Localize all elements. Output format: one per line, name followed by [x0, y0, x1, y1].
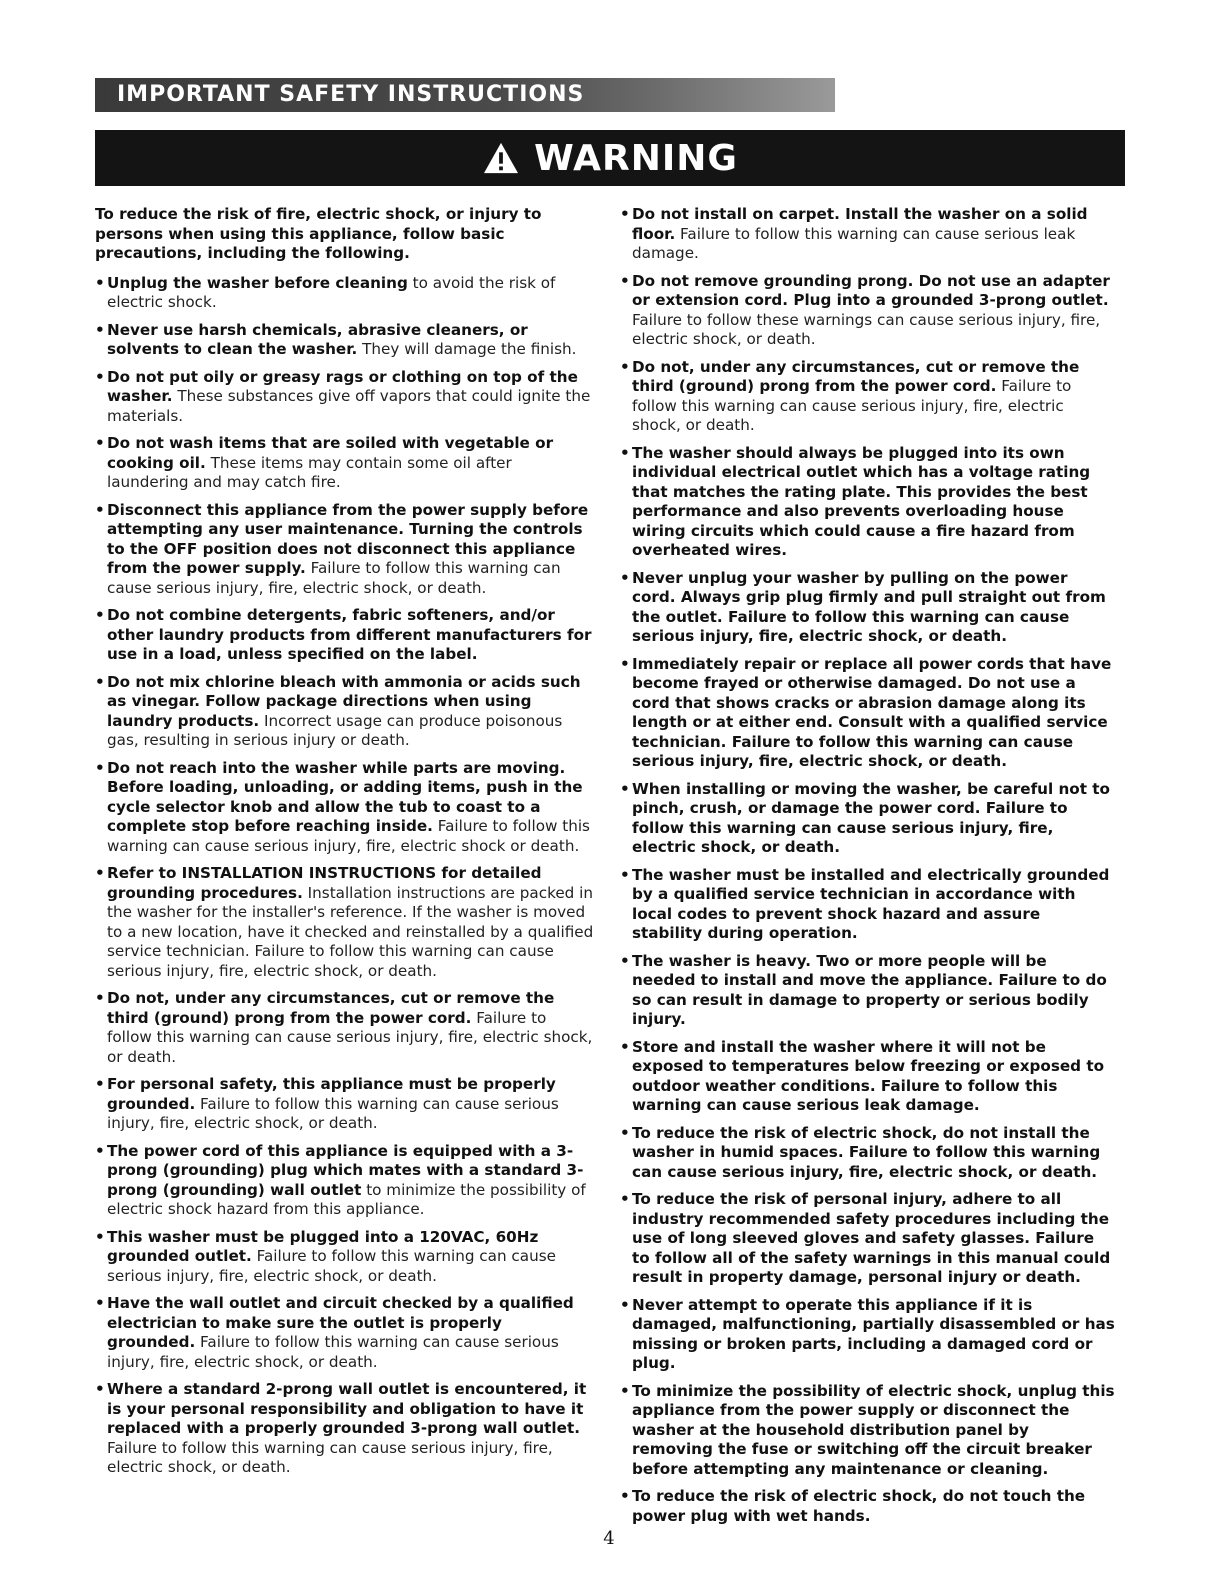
warning-item [95, 673, 595, 751]
warning-item [95, 1142, 595, 1220]
warning-item-bold: Do not remove grounding prong. Do not use an adapter or extension cord. Plug into a grounded 3-prong outlet. [632, 271, 1110, 309]
bullet-icon: • [95, 606, 105, 624]
bullet-icon: • [620, 443, 630, 462]
warning-item [95, 1294, 595, 1372]
warning-item [620, 1382, 1115, 1480]
warning-item-bold: Do not, under any circumstances, cut or remove the third (ground) prong from the power cord. [107, 989, 555, 1027]
warning-item [620, 569, 1115, 647]
bullet-icon: • [620, 951, 630, 970]
bullet-icon: • [620, 271, 630, 290]
bullet-icon: • [620, 1037, 630, 1056]
warning-item-bold: Do not, under any circumstances, cut or remove the third (ground) prong from the power cord. [632, 357, 1080, 395]
warning-item-bold: The washer is heavy. Two or more people will be needed to install and move the appliance. Failure to do so can result in damage to property or serious bodily injury. [632, 951, 1107, 1028]
warning-item [620, 444, 1115, 561]
warning-item [620, 205, 1115, 264]
warning-item [620, 358, 1115, 436]
warning-item-text: These substances give off vapors that could ignite the materials. [107, 387, 591, 425]
warning-item-bold: For personal safety, this appliance must be properly grounded. [107, 1075, 556, 1113]
warning-bar [95, 130, 1125, 186]
bullet-icon: • [95, 989, 105, 1007]
bullet-icon: • [620, 1381, 630, 1400]
bullet-icon: • [95, 1141, 105, 1160]
warning-item-text: to minimize the possibility of electric shock hazard from this appliance. [107, 1180, 586, 1218]
warning-item [620, 1487, 1115, 1526]
warning-item [620, 655, 1115, 772]
warning-triangle-icon [482, 141, 520, 175]
warning-item-bold: Do not put oily or greasy rags or clothing on top of the washer. [107, 367, 578, 405]
warning-item-bold: The power cord of this appliance is equipped with a 3-prong (grounding) plug which mates with a standard 3-prong (grounding) wall outlet [107, 1141, 584, 1199]
bullet-icon: • [620, 1190, 630, 1208]
warning-item-bold: Unplug the washer before cleaning [107, 273, 408, 292]
bullet-icon: • [95, 672, 105, 691]
warning-item-text: Failure to follow this warning can cause serious injury, fire, electric shock, or death. [107, 559, 561, 597]
warning-item [620, 1190, 1115, 1288]
warning-item-text: Failure to follow this warning can cause serious injury, fire, electric shock, or death. [632, 377, 1072, 434]
bullet-icon: • [620, 779, 630, 798]
warning-item-text: These items may contain some oil after laundering and may catch fire. [107, 453, 512, 491]
warning-item-bold: To minimize the possibility of electric shock, unplug this appliance from the power supply or disconnect the washer at the household distribution panel by removing the fuse or switching off the circuit breaker before attempting any maintenance or cleaning. [632, 1381, 1115, 1478]
warning-item-bold: Do not wash items that are soiled with vegetable or cooking oil. [107, 434, 554, 472]
intro-paragraph: To reduce the risk of fire, electric shock, or injury to persons when using this appliance, follow basic precautions, including the following. [95, 205, 542, 262]
warning-item-text: Failure to follow this warning can cause serious injury, fire, electric shock, or death. [107, 1438, 553, 1476]
bullet-icon: • [620, 865, 630, 884]
warning-item [95, 606, 595, 665]
warning-item-bold: Do not install on carpet. Install the washer on a solid floor. [632, 205, 1088, 243]
warning-item-text: Failure to follow this warning can cause serious injury, fire, electric shock, or death. [107, 1094, 559, 1132]
bullet-icon: • [620, 205, 630, 223]
warning-item-text: Failure to follow this warning can cause serious injury, fire, electric shock, or death. [107, 1333, 559, 1371]
warning-item [620, 780, 1115, 858]
warning-item [620, 1296, 1115, 1374]
bullet-icon: • [620, 1295, 630, 1314]
bullet-icon: • [95, 758, 105, 777]
warning-item-bold: Refer to INSTALLATION INSTRUCTIONS for detailed grounding procedures. [107, 864, 542, 902]
bullet-icon: • [95, 864, 105, 882]
warning-item-bold: Do not reach into the washer while parts are moving. Before loading, unloading, or adding items, push in the cycle selector knob and allow the tub to coast to a complete stop before reaching inside. [107, 758, 583, 835]
warning-item [95, 989, 595, 1067]
warning-item [95, 321, 595, 360]
warning-item [620, 952, 1115, 1030]
warning-item [620, 272, 1115, 350]
bullet-icon: • [620, 1123, 630, 1142]
bullet-icon: • [620, 357, 630, 376]
warning-item [95, 864, 595, 981]
section-title: IMPORTANT SAFETY INSTRUCTIONS [117, 82, 585, 107]
warning-item [620, 866, 1115, 944]
warning-item-text: Failure to follow this warning can cause serious leak damage. [632, 224, 1076, 262]
warning-item [95, 1228, 595, 1287]
bullet-icon: • [95, 1075, 105, 1093]
warning-item-bold: When installing or moving the washer, be careful not to pinch, crush, or damage the power cord. Failure to follow this warning can cause serious injury, fire, electric shock, or death. [632, 779, 1110, 856]
warning-item-bold: To reduce the risk of personal injury, adhere to all industry recommended safety procedures including the use of long sleeved gloves and safety glasses. Failure to follow all of the safety warnings in this manual could result in property damage, personal injury or death. [632, 1190, 1111, 1286]
warning-item-bold: Have the wall outlet and circuit checked by a qualified electrician to make sure the outlet is properly grounded. [107, 1294, 574, 1351]
warning-item-text: Failure to follow these warnings can cause serious injury, fire, electric shock, or death. [632, 310, 1101, 348]
warning-item-bold: Immediately repair or replace all power cords that have become frayed or otherwise damaged. Do not use a cord that shows cracks or abrasion damage along its length or at either end. Consult with a qualified service technician. Failure to follow this warning can cause serious injury, fire, electric shock, or death. [632, 654, 1112, 770]
warning-item [95, 368, 595, 427]
bullet-icon: • [95, 1227, 105, 1246]
warning-item-bold: The washer should always be plugged into its own individual electrical outlet which has a voltage rating that matches the rating plate. This provides the best performance and also prevents overloading house wiring circuits which could cause a fire hazard from overheated wires. [632, 443, 1091, 559]
left-column [95, 205, 595, 1486]
warning-label: WARNING [534, 137, 738, 179]
warning-item [95, 274, 595, 313]
warning-item [95, 759, 595, 857]
warning-item-bold: Never attempt to operate this appliance if it is damaged, malfunctioning, partially disassembled or has missing or broken parts, including a damaged cord or plug. [632, 1295, 1115, 1372]
bullet-icon: • [95, 434, 105, 452]
right-column [620, 205, 1115, 1534]
warning-item [620, 1124, 1115, 1183]
warning-item-bold: Disconnect this appliance from the power supply before attempting any user maintenance. Turning the controls to the OFF position does not disconnect this appliance from the power supply. [107, 500, 589, 577]
warning-item-bold: To reduce the risk of electric shock, do not install the washer in humid spaces. Failure to follow this warning can cause serious injury, fire, electric shock, or death. [632, 1123, 1101, 1181]
warning-item-text: Failure to follow this warning can cause serious injury, fire, electric shock, or death. [107, 1008, 593, 1066]
warning-item [95, 1075, 595, 1134]
warning-item [95, 434, 595, 493]
warning-item-bold: Where a standard 2-prong wall outlet is encountered, it is your personal responsibility and obligation to have it replaced with a properly grounded 3-prong wall outlet. [107, 1380, 587, 1437]
warning-item [620, 1038, 1115, 1116]
bullet-icon: • [620, 654, 630, 673]
section-banner [95, 78, 835, 112]
warning-item-bold: Never use harsh chemicals, abrasive cleaners, or solvents to clean the washer. [107, 320, 528, 358]
bullet-icon: • [95, 1294, 105, 1312]
warning-item-text: Failure to follow this warning can cause serious injury, fire, electric shock, or death. [107, 1247, 556, 1285]
bullet-icon: • [620, 568, 630, 587]
warning-item-bold: Store and install the washer where it will not be exposed to temperatures below freezing or exposed to outdoor weather conditions. Failure to follow this warning can cause serious leak damage. [632, 1037, 1105, 1114]
warning-item-bold: Never unplug your washer by pulling on the power cord. Always grip plug firmly and pull straight out from the outlet. Failure to follow this warning can cause serious injury, fire, electric shock, or death. [632, 568, 1106, 645]
bullet-icon: • [95, 273, 105, 292]
warning-item-bold: This washer must be plugged into a 120VAC, 60Hz grounded outlet. [107, 1227, 539, 1265]
bullet-icon: • [95, 1380, 105, 1398]
warning-item-text: Installation instructions are packed in the washer for the installer's reference. If the washer is moved to a new location, have it checked and reinstalled by a qualified service technician. Failure to follow this warning can cause serious injury, fire, electric shock, or death. [107, 883, 594, 980]
warning-item-bold: Do not combine detergents, fabric softeners, and/or other laundry products from different manufacturers for use in a load, unless specified on the label. [107, 606, 592, 663]
warning-item-text: Failure to follow this warning can cause serious injury, fire, electric shock or death. [107, 817, 590, 855]
warning-item-bold: The washer must be installed and electrically grounded by a qualified service technician in accordance with local codes to prevent shock hazard and assure stability during operation. [632, 865, 1110, 942]
warning-item-bold: To reduce the risk of electric shock, do not touch the power plug with wet hands. [632, 1487, 1086, 1525]
warning-item-bold: Do not mix chlorine bleach with ammonia or acids such as vinegar. Follow package directions when using laundry products. [107, 672, 581, 730]
bullet-icon: • [95, 320, 105, 339]
warning-item-text: They will damage the finish. [357, 340, 577, 358]
warning-item-text: Incorrect usage can produce poisonous gas, resulting in serious injury or death. [107, 711, 563, 749]
page-number: 4 [603, 1528, 615, 1549]
bullet-icon: • [95, 500, 105, 519]
warning-item [95, 501, 595, 599]
warning-item [95, 1380, 595, 1478]
bullet-icon: • [620, 1487, 630, 1505]
bullet-icon: • [95, 367, 105, 386]
warning-item-text: to avoid the risk of electric shock. [107, 273, 556, 311]
